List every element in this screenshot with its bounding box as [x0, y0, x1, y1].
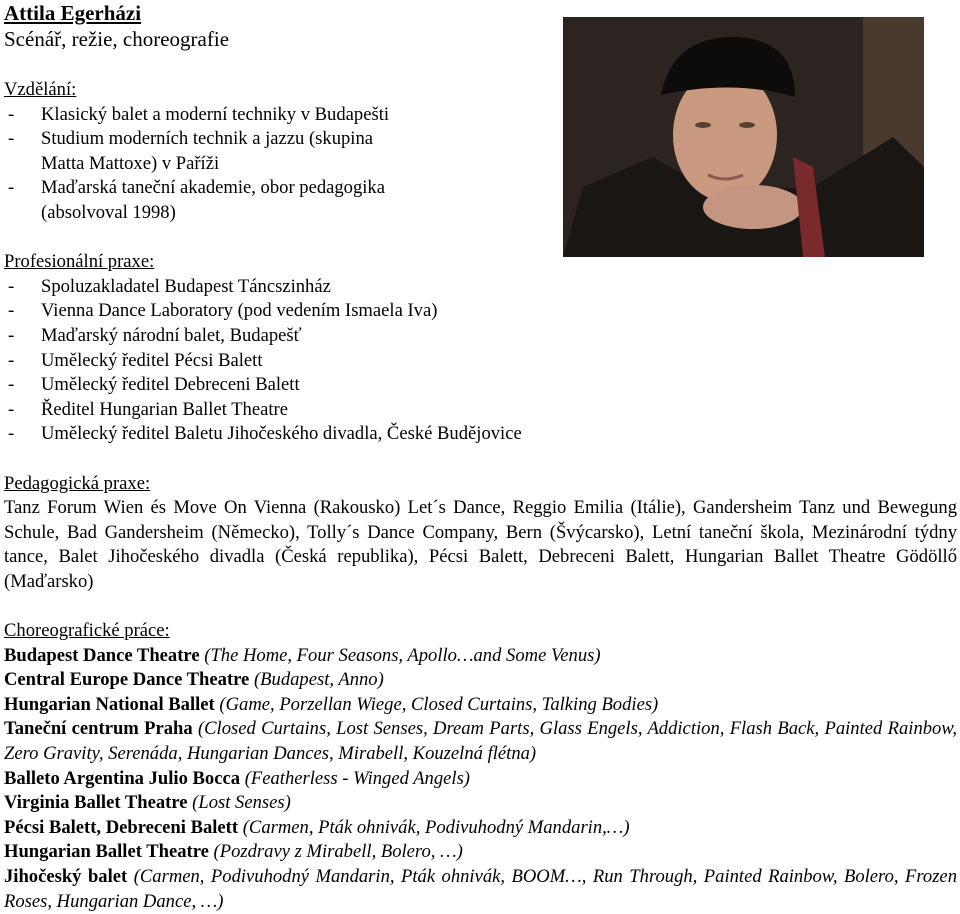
list-item: - Ředitel Hungarian Ballet Theatre	[4, 398, 958, 423]
works-list: (Lost Senses)	[192, 792, 291, 814]
list-item: - Studium moderních technik a jazzu (skupina Matta Mattoxe) v Paříži	[4, 127, 421, 176]
company-name: Jihočeský balet	[4, 866, 128, 887]
list-item: - Umělecký ředitel Debreceni Balett	[4, 373, 958, 398]
list-item	[4, 865, 957, 914]
company-name: Virginia Ballet Theatre	[4, 792, 188, 814]
list-item	[4, 668, 957, 693]
document-body	[4, 0, 958, 914]
list-item: - Spoluzakladatel Budapest Táncszinház	[4, 275, 958, 300]
works-list: (Pozdravy z Mirabell, Bolero, …)	[213, 841, 463, 863]
company-name: Hungarian National Ballet	[4, 693, 215, 715]
person-roles: Scénář, režie, choreografie	[4, 27, 230, 51]
list-item: - Maďarský národní balet, Budapešť	[4, 324, 958, 349]
list-item	[4, 717, 957, 766]
works-list: (Carmen, Podivuhodný Mandarin, Pták ohnivák, BOOM…, Run Through, Painted Rainbow, Bolero, Frozen Roses, Hungarian Dance, …)	[4, 866, 957, 912]
works-list: (The Home, Four Seasons, Apollo…and Some Venus)	[204, 644, 601, 666]
choreography-heading: Choreografické práce:	[4, 620, 170, 642]
works-list: (Carmen, Pták ohnivák, Podivuhodný Mandarin,…)	[242, 816, 630, 838]
person-name: Attila Egerházi	[4, 1, 142, 25]
company-name: Central Europe Dance Theatre	[4, 669, 250, 691]
company-name: Balleto Argentina Julio Bocca	[4, 767, 241, 789]
practice-list	[4, 275, 958, 447]
company-name: Pécsi Balett, Debreceni Balett	[4, 816, 239, 838]
pedagogy-heading: Pedagogická praxe:	[4, 472, 151, 494]
education-heading: Vzdělání:	[4, 79, 77, 100]
education-list	[4, 103, 459, 226]
list-item: - Klasický balet a moderní techniky v Budapešti	[4, 103, 459, 128]
list-item: - Umělecký ředitel Baletu Jihočeského divadla, České Budějovice	[4, 422, 958, 447]
works-list: (Budapest, Anno)	[253, 669, 384, 691]
list-item	[4, 693, 957, 718]
list-item	[4, 816, 957, 841]
list-item: - Maďarská taneční akademie, obor pedagogika (absolvoval 1998)	[4, 176, 441, 225]
list-item: - Umělecký ředitel Pécsi Balett	[4, 349, 958, 374]
list-item	[4, 791, 957, 816]
list-item: - Vienna Dance Laboratory (pod vedením Ismaela Iva)	[4, 299, 958, 324]
company-name: Budapest Dance Theatre	[4, 644, 200, 666]
list-item	[4, 840, 957, 865]
choreography-list	[4, 644, 957, 914]
works-list: (Game, Porzellan Wiege, Closed Curtains, Talking Bodies)	[219, 693, 659, 715]
works-list: (Closed Curtains, Lost Senses, Dream Parts, Glass Engels, Addiction, Flash Back, Painted Rainbow, Zero Gravity, Serenáda, Hungarian Dances, Mirabell, Kouzelná flétna)	[4, 718, 957, 765]
works-list: (Featherless - Winged Angels)	[244, 767, 471, 789]
company-name: Taneční centrum Praha	[4, 718, 193, 740]
list-item	[4, 644, 957, 669]
pedagogy-text: Tanz Forum Wien és Move On Vienna (Rakousko) Let´s Dance, Reggio Emilia (Itálie), Gandersheim Tanz und Bewegung Schule, Bad Gandersheim (Německo), Tolly´s Dance Company, Bern (Švýcarsko), Letní taneční škola, Mezinárodní týdny tance, Balet Jihočeského divadla (Česká republika), Pécsi Balett, Debreceni Balett, Hungarian Ballet Theatre Gödöllő (Maďarsko)	[4, 497, 957, 592]
list-item	[4, 767, 957, 792]
practice-heading: Profesionální praxe:	[4, 251, 155, 273]
company-name: Hungarian Ballet Theatre	[4, 841, 209, 863]
